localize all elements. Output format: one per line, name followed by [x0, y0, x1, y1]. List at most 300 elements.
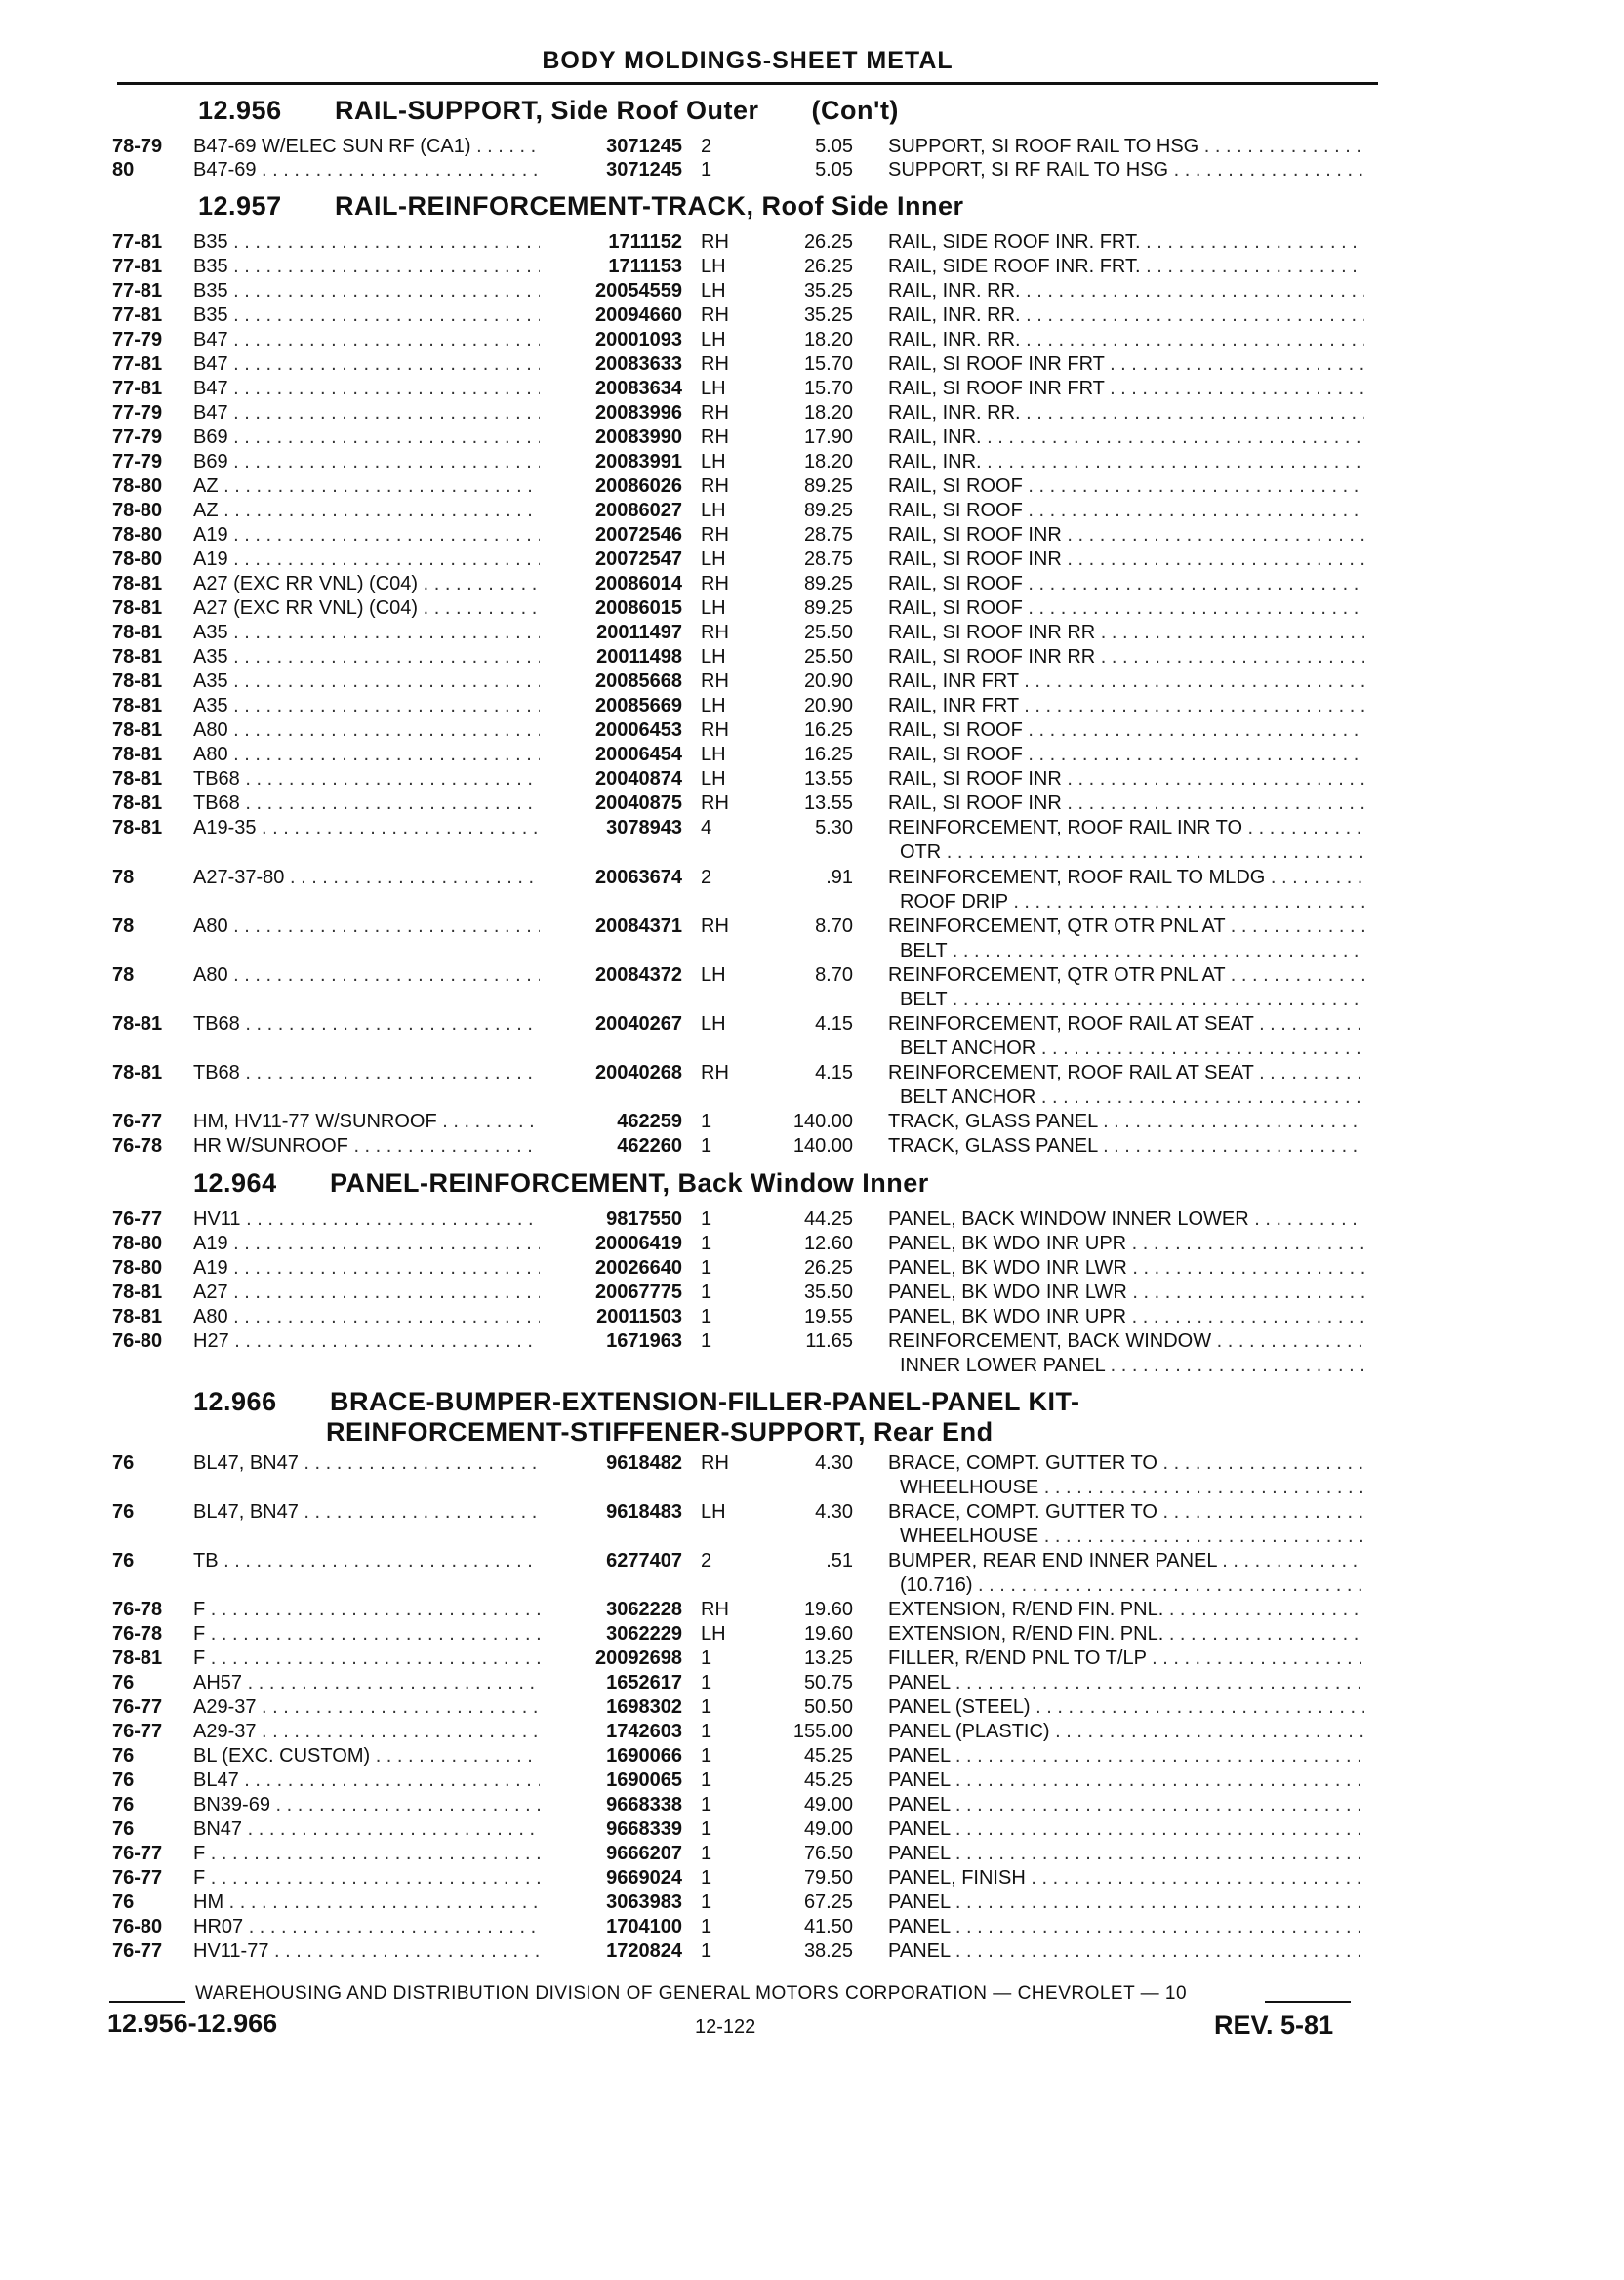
quantity-cell: 1 — [701, 1135, 712, 1157]
quantity-cell: 1 — [701, 159, 712, 181]
model-cell: AZ . . . — [193, 499, 540, 523]
price-cell: 19.60 — [803, 1599, 853, 1620]
model-cell: A29-37 . . . — [193, 1695, 540, 1720]
model-cell: A27 . . . — [193, 1281, 540, 1305]
description-cell: REINFORCEMENT, BACK WINDOW . . . — [888, 1329, 1364, 1354]
table-row — [0, 1256, 1624, 1281]
model-cell: HV11 . . . — [193, 1207, 540, 1232]
table-row — [0, 767, 1624, 792]
table-row — [0, 1939, 1624, 1964]
quantity-cell: LH — [701, 695, 726, 716]
part-number-cell: 20040268 — [547, 1061, 682, 1085]
description-cell: REINFORCEMENT, ROOF RAIL TO MLDG . . . — [888, 866, 1364, 890]
quantity-cell: RH — [701, 793, 729, 814]
part-number-cell: 20083633 — [547, 352, 682, 377]
part-number-cell: 20086026 — [547, 474, 682, 499]
price-cell: 49.00 — [803, 1794, 853, 1815]
quantity-cell: RH — [701, 573, 729, 594]
model-cell: TB . . . — [193, 1549, 540, 1573]
price-cell: 4.30 — [815, 1501, 853, 1523]
description-cell: RAIL, SI ROOF . . . — [888, 743, 1364, 767]
description-cell: PANEL . . . — [888, 1891, 1364, 1915]
part-number-cell: 20092698 — [547, 1647, 682, 1671]
price-cell: 19.55 — [803, 1306, 853, 1327]
description-cont-cell: BELT . . . — [900, 988, 1364, 1012]
quantity-cell: 1 — [701, 1818, 712, 1840]
year-cell: 78-80 — [112, 475, 163, 497]
price-cell: 5.30 — [815, 817, 853, 838]
model-cell: B35 . . . — [193, 230, 540, 255]
description-cell: RAIL, SI ROOF INR . . . — [888, 523, 1364, 548]
description-cont-cell: BELT ANCHOR . . . — [900, 1085, 1364, 1110]
part-number-cell: 3063983 — [547, 1891, 682, 1915]
year-cell: 76 — [112, 1672, 135, 1693]
part-number-cell: 1652617 — [547, 1671, 682, 1695]
quantity-cell: 2 — [701, 1550, 712, 1571]
year-cell: 76-80 — [112, 1330, 163, 1352]
part-number-cell: 20011497 — [547, 621, 682, 645]
table-row — [0, 1695, 1624, 1720]
table-row — [0, 1329, 1624, 1378]
model-cell: F . . . — [193, 1647, 540, 1671]
part-number-cell: 20085668 — [547, 670, 682, 694]
part-number-cell: 20054559 — [547, 279, 682, 304]
model-cell: B69 . . . — [193, 426, 540, 450]
description-cont-cell: BELT ANCHOR . . . — [900, 1037, 1364, 1061]
part-number-cell: 9668338 — [547, 1793, 682, 1817]
part-number-cell: 20063674 — [547, 866, 682, 890]
table-row — [0, 1549, 1624, 1598]
price-cell: 13.25 — [803, 1648, 853, 1669]
description-cell: SUPPORT, SI RF RAIL TO HSG . . . — [888, 158, 1364, 183]
description-cont-cell: INNER LOWER PANEL . . . — [900, 1354, 1364, 1378]
section-number: 12.956 — [198, 96, 282, 125]
year-cell: 78-80 — [112, 500, 163, 521]
table-row — [0, 499, 1624, 523]
table-row — [0, 1061, 1624, 1110]
description-cell: RAIL, SI ROOF . . . — [888, 474, 1364, 499]
description-cell: REINFORCEMENT, QTR OTR PNL AT . . . — [888, 915, 1364, 939]
year-cell: 78 — [112, 867, 135, 888]
quantity-cell: LH — [701, 1013, 726, 1035]
description-cell: PANEL . . . — [888, 1769, 1364, 1793]
price-cell: 16.25 — [803, 719, 853, 741]
part-number-cell: 20072546 — [547, 523, 682, 548]
table-row — [0, 1281, 1624, 1305]
price-cell: 5.05 — [815, 136, 853, 157]
quantity-cell: LH — [701, 549, 726, 570]
table-row — [0, 621, 1624, 645]
price-cell: 41.50 — [803, 1916, 853, 1937]
price-cell: 45.25 — [803, 1745, 853, 1767]
quantity-cell: RH — [701, 622, 729, 643]
price-cell: 89.25 — [803, 597, 853, 619]
quantity-cell: RH — [701, 427, 729, 448]
table-row — [0, 1598, 1624, 1622]
year-cell: 77-81 — [112, 280, 163, 302]
section-label: PANEL-REINFORCEMENT, Back Window Inner — [330, 1168, 929, 1198]
price-cell: 26.25 — [803, 231, 853, 253]
description-cell: PANEL (STEEL) . . . — [888, 1695, 1364, 1720]
section-cont: (Con't) — [811, 96, 899, 125]
price-cell: 155.00 — [792, 1721, 853, 1742]
year-cell: 76-77 — [112, 1721, 163, 1742]
year-cell: 78-81 — [112, 768, 163, 790]
description-cell: SUPPORT, SI ROOF RAIL TO HSG . . . — [888, 135, 1364, 159]
model-cell: AZ . . . — [193, 474, 540, 499]
table-row — [0, 670, 1624, 694]
table-row — [0, 426, 1624, 450]
model-cell: HR W/SUNROOF . . . — [193, 1134, 540, 1159]
description-cell: PANEL, BK WDO INR LWR . . . — [888, 1281, 1364, 1305]
quantity-cell: LH — [701, 1501, 726, 1523]
year-cell: 78-81 — [112, 597, 163, 619]
model-cell: A35 . . . — [193, 670, 540, 694]
description-cell: RAIL, INR. RR. . . . — [888, 279, 1364, 304]
price-cell: 16.25 — [803, 744, 853, 765]
description-cell: RAIL, SI ROOF INR FRT . . . — [888, 352, 1364, 377]
table-row — [0, 1793, 1624, 1817]
part-number-cell: 1704100 — [547, 1915, 682, 1939]
part-number-cell: 3062228 — [547, 1598, 682, 1622]
quantity-cell: 1 — [701, 1916, 712, 1937]
model-cell: A35 . . . — [193, 645, 540, 670]
model-cell: BL47 . . . — [193, 1769, 540, 1793]
table-row — [0, 450, 1624, 474]
table-row — [0, 1134, 1624, 1159]
price-cell: 13.55 — [803, 768, 853, 790]
part-number-cell: 9618483 — [547, 1500, 682, 1525]
table-row — [0, 352, 1624, 377]
year-cell: 76 — [112, 1501, 135, 1523]
section-number: 12.957 — [198, 191, 282, 221]
description-cell: RAIL, SIDE ROOF INR. FRT. . . . — [888, 230, 1364, 255]
quantity-cell: 1 — [701, 1940, 712, 1962]
price-cell: 79.50 — [803, 1867, 853, 1889]
description-cell: PANEL . . . — [888, 1744, 1364, 1769]
description-cell: REINFORCEMENT, ROOF RAIL INR TO . . . — [888, 816, 1364, 840]
year-cell: 76-78 — [112, 1599, 163, 1620]
model-cell: A19 . . . — [193, 523, 540, 548]
model-cell: A80 . . . — [193, 743, 540, 767]
quantity-cell: 1 — [701, 1867, 712, 1889]
price-cell: 15.70 — [803, 353, 853, 375]
model-cell: B47 . . . — [193, 352, 540, 377]
model-cell: A27 (EXC RR VNL) (C04) . . . — [193, 572, 540, 596]
description-cell: RAIL, SI ROOF . . . — [888, 572, 1364, 596]
year-cell: 76-80 — [112, 1916, 163, 1937]
description-cell: RAIL, SI ROOF INR . . . — [888, 792, 1364, 816]
quantity-cell: LH — [701, 768, 726, 790]
footer-revision: REV. 5-81 — [1214, 2011, 1334, 2040]
model-cell: HM, HV11-77 W/SUNROOF . . . — [193, 1110, 540, 1134]
quantity-cell: LH — [701, 597, 726, 619]
table-row — [0, 304, 1624, 328]
model-cell: BL47, BN47 . . . — [193, 1500, 540, 1525]
table-row — [0, 523, 1624, 548]
model-cell: BN47 . . . — [193, 1817, 540, 1842]
description-cell: PANEL, BK WDO INR UPR . . . — [888, 1305, 1364, 1329]
section-label: BRACE-BUMPER-EXTENSION-FILLER-PANEL-PANEL KIT- — [330, 1387, 1080, 1416]
description-cell: REINFORCEMENT, ROOF RAIL AT SEAT . . . — [888, 1012, 1364, 1037]
table-row — [0, 279, 1624, 304]
table-row — [0, 158, 1624, 183]
year-cell: 76-78 — [112, 1623, 163, 1645]
description-cell: EXTENSION, R/END FIN. PNL. . . . — [888, 1622, 1364, 1647]
price-cell: 140.00 — [792, 1135, 853, 1157]
part-number-cell: 1698302 — [547, 1695, 682, 1720]
model-cell: AH57 . . . — [193, 1671, 540, 1695]
table-row — [0, 1622, 1624, 1647]
part-number-cell: 9666207 — [547, 1842, 682, 1866]
table-row — [0, 1866, 1624, 1891]
description-cell: BRACE, COMPT. GUTTER TO . . . — [888, 1500, 1364, 1525]
year-cell: 78-81 — [112, 1306, 163, 1327]
quantity-cell: LH — [701, 451, 726, 472]
year-cell: 77-79 — [112, 427, 163, 448]
quantity-cell: RH — [701, 475, 729, 497]
model-cell: HR07 . . . — [193, 1915, 540, 1939]
year-cell: 77-81 — [112, 353, 163, 375]
part-number-cell: 20006419 — [547, 1232, 682, 1256]
page-header: BODY MOLDINGS-SHEET METAL — [542, 47, 954, 74]
year-cell: 76 — [112, 1770, 135, 1791]
description-cell: RAIL, INR. RR. . . . — [888, 401, 1364, 426]
part-number-cell: 3078943 — [547, 816, 682, 840]
quantity-cell: RH — [701, 719, 729, 741]
description-cell: PANEL, FINISH . . . — [888, 1866, 1364, 1891]
model-cell: A27-37-80 . . . — [193, 866, 540, 890]
price-cell: 15.70 — [803, 378, 853, 399]
section-title-12-957 — [198, 191, 963, 222]
description-cell: BUMPER, REAR END INNER PANEL . . . — [888, 1549, 1364, 1573]
table-row — [0, 915, 1624, 963]
table-row — [0, 255, 1624, 279]
price-cell: .91 — [826, 867, 853, 888]
table-row — [0, 1110, 1624, 1134]
description-cell: PANEL, BACK WINDOW INNER LOWER . . . — [888, 1207, 1364, 1232]
model-cell: A35 . . . — [193, 694, 540, 718]
part-number-cell: 1720824 — [547, 1939, 682, 1964]
year-cell: 76-77 — [112, 1867, 163, 1889]
price-cell: 140.00 — [792, 1111, 853, 1132]
description-cell: FILLER, R/END PNL TO T/LP . . . — [888, 1647, 1364, 1671]
year-cell: 76 — [112, 1794, 135, 1815]
table-row — [0, 1891, 1624, 1915]
model-cell: B47-69 W/ELEC SUN RF (CA1) . . . — [193, 135, 540, 159]
part-number-cell: 20083990 — [547, 426, 682, 450]
quantity-cell: RH — [701, 1599, 729, 1620]
price-cell: 8.70 — [815, 916, 853, 937]
model-cell: A80 . . . — [193, 915, 540, 939]
year-cell: 78-81 — [112, 646, 163, 668]
table-row — [0, 1012, 1624, 1061]
section-label-line2: REINFORCEMENT-STIFFENER-SUPPORT, Rear End — [326, 1417, 994, 1446]
table-row — [0, 1207, 1624, 1232]
year-cell: 78-80 — [112, 1233, 163, 1254]
year-cell: 77-81 — [112, 378, 163, 399]
model-cell: A27 (EXC RR VNL) (C04) . . . — [193, 596, 540, 621]
price-cell: 4.30 — [815, 1452, 853, 1474]
table-row — [0, 694, 1624, 718]
part-number-cell: 20086015 — [547, 596, 682, 621]
description-cell: PANEL . . . — [888, 1793, 1364, 1817]
description-cont-cell: (10.716) . . . — [900, 1573, 1364, 1598]
year-cell: 76 — [112, 1550, 135, 1571]
year-cell: 78-81 — [112, 695, 163, 716]
description-cont-cell: WHEELHOUSE . . . — [900, 1476, 1364, 1500]
description-cell: RAIL, SI ROOF . . . — [888, 596, 1364, 621]
quantity-cell: LH — [701, 378, 726, 399]
model-cell: B47 . . . — [193, 401, 540, 426]
model-cell: B47 . . . — [193, 328, 540, 352]
part-number-cell: 1711153 — [547, 255, 682, 279]
price-cell: 17.90 — [803, 427, 853, 448]
description-cell: EXTENSION, R/END FIN. PNL. . . . — [888, 1598, 1364, 1622]
part-number-cell: 20026640 — [547, 1256, 682, 1281]
description-cell: BRACE, COMPT. GUTTER TO . . . — [888, 1451, 1364, 1476]
model-cell: B35 . . . — [193, 279, 540, 304]
year-cell: 78-81 — [112, 573, 163, 594]
price-cell: 13.55 — [803, 793, 853, 814]
price-cell: 18.20 — [803, 402, 853, 424]
price-cell: 38.25 — [803, 1940, 853, 1962]
quantity-cell: LH — [701, 1623, 726, 1645]
description-cont-cell: BELT . . . — [900, 939, 1364, 963]
part-number-cell: 20011498 — [547, 645, 682, 670]
quantity-cell: RH — [701, 671, 729, 692]
table-row — [0, 596, 1624, 621]
description-cont-cell: OTR . . . — [900, 840, 1364, 865]
part-number-cell: 20086027 — [547, 499, 682, 523]
quantity-cell: RH — [701, 402, 729, 424]
year-cell: 76-78 — [112, 1135, 163, 1157]
quantity-cell: 1 — [701, 1282, 712, 1303]
price-cell: 4.15 — [815, 1013, 853, 1035]
model-cell: B35 . . . — [193, 304, 540, 328]
part-number-cell: 6277407 — [547, 1549, 682, 1573]
year-cell: 78-80 — [112, 1257, 163, 1279]
quantity-cell: 1 — [701, 1745, 712, 1767]
part-number-cell: 20083996 — [547, 401, 682, 426]
model-cell: H27 . . . — [193, 1329, 540, 1354]
part-number-cell: 3071245 — [547, 158, 682, 183]
price-cell: 45.25 — [803, 1770, 853, 1791]
table-row — [0, 1232, 1624, 1256]
year-cell: 76-77 — [112, 1208, 163, 1230]
table-row — [0, 377, 1624, 401]
part-number-cell: 1690066 — [547, 1744, 682, 1769]
price-cell: 50.50 — [803, 1696, 853, 1718]
price-cell: 28.75 — [803, 549, 853, 570]
model-cell: A19 . . . — [193, 548, 540, 572]
part-number-cell: 20006454 — [547, 743, 682, 767]
year-cell: 77-81 — [112, 231, 163, 253]
table-row — [0, 474, 1624, 499]
description-cell: RAIL, SI ROOF INR RR . . . — [888, 621, 1364, 645]
year-cell: 78 — [112, 916, 135, 937]
part-number-cell: 20085669 — [547, 694, 682, 718]
price-cell: 20.90 — [803, 695, 853, 716]
price-cell: 89.25 — [803, 500, 853, 521]
year-cell: 78-81 — [112, 1013, 163, 1035]
model-cell: A80 . . . — [193, 963, 540, 988]
year-cell: 78-79 — [112, 136, 163, 157]
price-cell: .51 — [826, 1550, 853, 1571]
quantity-cell: 1 — [701, 1672, 712, 1693]
year-cell: 78-81 — [112, 719, 163, 741]
quantity-cell: 4 — [701, 817, 712, 838]
table-row — [0, 1647, 1624, 1671]
part-number-cell: 1671963 — [547, 1329, 682, 1354]
quantity-cell: LH — [701, 646, 726, 668]
model-cell: TB68 . . . — [193, 1012, 540, 1037]
quantity-cell: LH — [701, 964, 726, 986]
part-number-cell: 1690065 — [547, 1769, 682, 1793]
table-row — [0, 866, 1624, 915]
price-cell: 26.25 — [803, 1257, 853, 1279]
part-number-cell: 20040875 — [547, 792, 682, 816]
model-cell: TB68 . . . — [193, 1061, 540, 1085]
description-cell: PANEL . . . — [888, 1817, 1364, 1842]
footer-rule-left — [109, 2001, 185, 2003]
table-row — [0, 401, 1624, 426]
description-cell: TRACK, GLASS PANEL . . . — [888, 1134, 1364, 1159]
quantity-cell: 1 — [701, 1721, 712, 1742]
section-label: RAIL-SUPPORT, Side Roof Outer — [335, 96, 759, 125]
model-cell: A80 . . . — [193, 1305, 540, 1329]
model-cell: A35 . . . — [193, 621, 540, 645]
description-cell: RAIL, INR FRT . . . — [888, 694, 1364, 718]
price-cell: 18.20 — [803, 451, 853, 472]
table-row — [0, 1451, 1624, 1500]
year-cell: 80 — [112, 159, 135, 181]
year-cell: 78-81 — [112, 817, 163, 838]
description-cell: RAIL, SI ROOF INR . . . — [888, 767, 1364, 792]
price-cell: 67.25 — [803, 1892, 853, 1913]
year-cell: 77-79 — [112, 329, 163, 350]
table-row — [0, 1817, 1624, 1842]
table-row — [0, 792, 1624, 816]
year-cell: 77-79 — [112, 451, 163, 472]
model-cell: F . . . — [193, 1842, 540, 1866]
model-cell: TB68 . . . — [193, 767, 540, 792]
description-cell: RAIL, SIDE ROOF INR. FRT. . . . — [888, 255, 1364, 279]
description-cell: RAIL, SI ROOF INR RR . . . — [888, 645, 1364, 670]
quantity-cell: 2 — [701, 136, 712, 157]
model-cell: F . . . — [193, 1598, 540, 1622]
quantity-cell: RH — [701, 524, 729, 546]
quantity-cell: RH — [701, 305, 729, 326]
model-cell: BL47, BN47 . . . — [193, 1451, 540, 1476]
table-row — [0, 1842, 1624, 1866]
quantity-cell: RH — [701, 231, 729, 253]
price-cell: 35.25 — [803, 305, 853, 326]
quantity-cell: LH — [701, 280, 726, 302]
quantity-cell: RH — [701, 1062, 729, 1083]
quantity-cell: 1 — [701, 1330, 712, 1352]
price-cell: 25.50 — [803, 622, 853, 643]
part-number-cell: 462260 — [547, 1134, 682, 1159]
description-cont-cell: WHEELHOUSE . . . — [900, 1525, 1364, 1549]
description-cell: PANEL . . . — [888, 1671, 1364, 1695]
quantity-cell: 1 — [701, 1648, 712, 1669]
price-cell: 20.90 — [803, 671, 853, 692]
part-number-cell: 20083634 — [547, 377, 682, 401]
quantity-cell: 1 — [701, 1794, 712, 1815]
model-cell: B47 . . . — [193, 377, 540, 401]
description-cell: PANEL, BK WDO INR LWR . . . — [888, 1256, 1364, 1281]
